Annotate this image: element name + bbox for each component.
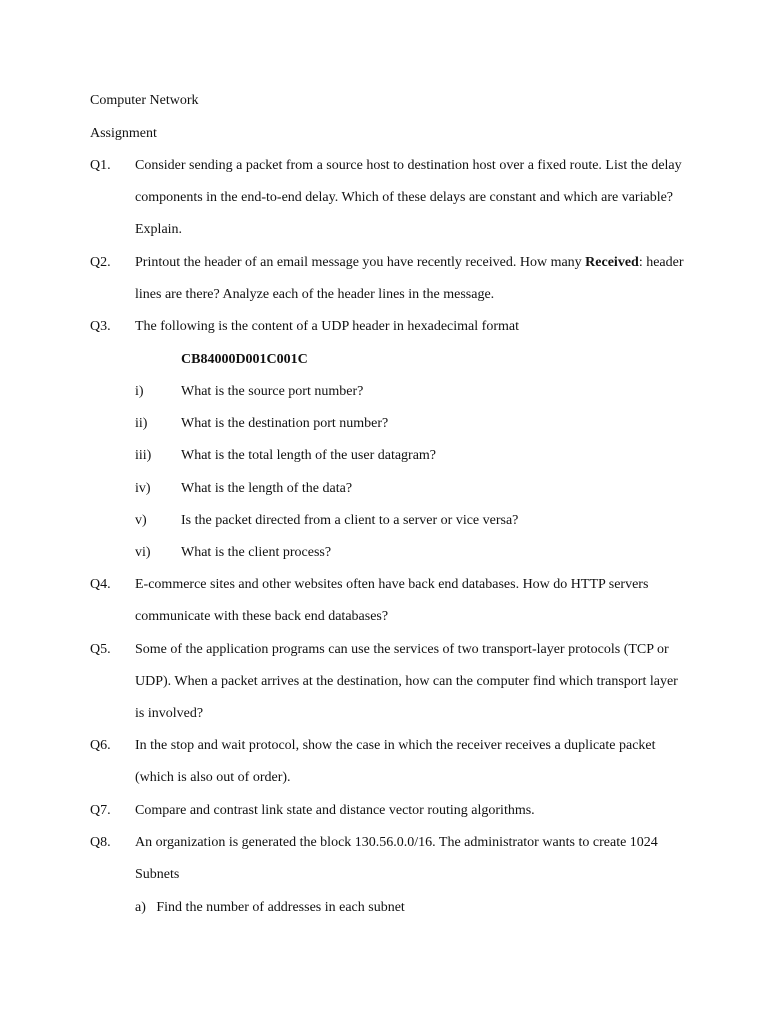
q3-subitem-number: iii): [135, 448, 152, 463]
question-text-q6-line2: (which is also out of order).: [135, 770, 291, 785]
q3-subitem-number: v): [135, 513, 147, 528]
question-text-q3-line1: The following is the content of a UDP header in hexadecimal format: [135, 319, 519, 334]
question-text-q5-line3: is involved?: [135, 706, 204, 721]
q3-subitem-number: i): [135, 384, 144, 399]
udp-header-hex: CB84000D001C001C: [181, 352, 308, 367]
question-number-q3: Q3.: [90, 319, 111, 334]
question-text-q4-line2: communicate with these back end databases?: [135, 609, 389, 624]
q3-subitem-number: ii): [135, 416, 148, 431]
question-text-q6-line1: In the stop and wait protocol, show the case in which the receiver receives a duplicate packet: [135, 738, 656, 753]
question-text-q8-line2: Subnets: [135, 867, 180, 882]
question-text-q5-line2: UDP). When a packet arrives at the destination, how can the computer find which transport layer: [135, 674, 678, 689]
q3-subitem-text: Is the packet directed from a client to a server or vice versa?: [181, 513, 519, 528]
question-number-q4: Q4.: [90, 577, 111, 592]
q3-subitem-number: vi): [135, 545, 151, 560]
question-number-q2: Q2.: [90, 255, 111, 270]
question-number-q8: Q8.: [90, 835, 111, 850]
document-title: Computer Network: [90, 93, 199, 108]
q3-subitem-number: iv): [135, 481, 151, 496]
question-number-q1: Q1.: [90, 158, 111, 173]
q2-text-bold-received: Received: [585, 255, 639, 270]
question-text-q2-line1: [135, 254, 684, 272]
document-subtitle: Assignment: [90, 126, 157, 141]
question-text-q4-line1: E-commerce sites and other websites often have back end databases. How do HTTP servers: [135, 577, 649, 592]
question-number-q6: Q6.: [90, 738, 111, 753]
q3-subitem-text: What is the destination port number?: [181, 416, 389, 431]
question-text-q7-line1: Compare and contrast link state and distance vector routing algorithms.: [135, 803, 535, 818]
q2-text-post: : header: [638, 255, 684, 270]
q3-subitem-text: What is the length of the data?: [181, 481, 353, 496]
q8-subitem-a: a) Find the number of addresses in each subnet: [135, 900, 405, 915]
q2-text-pre: Printout the header of an email message you have recently received. How many: [135, 255, 586, 270]
question-text-q1-line2: components in the end-to-end delay. Which of these delays are constant and which are variable?: [135, 190, 674, 205]
question-text-q2-line2: lines are there? Analyze each of the header lines in the message.: [135, 287, 495, 302]
question-number-q5: Q5.: [90, 642, 111, 657]
q3-subitem-text: What is the total length of the user datagram?: [181, 448, 437, 463]
question-text-q8-line1: An organization is generated the block 130.56.0.0/16. The administrator wants to create 1024: [135, 835, 658, 850]
question-text-q1-line1: Consider sending a packet from a source host to destination host over a fixed route. List the delay: [135, 158, 682, 173]
question-text-q5-line1: Some of the application programs can use the services of two transport-layer protocols (TCP or: [135, 642, 669, 657]
q3-subitem-text: What is the source port number?: [181, 384, 364, 399]
q3-subitem-text: What is the client process?: [181, 545, 332, 560]
question-number-q7: Q7.: [90, 803, 111, 818]
question-text-q1-line3: Explain.: [135, 222, 183, 237]
